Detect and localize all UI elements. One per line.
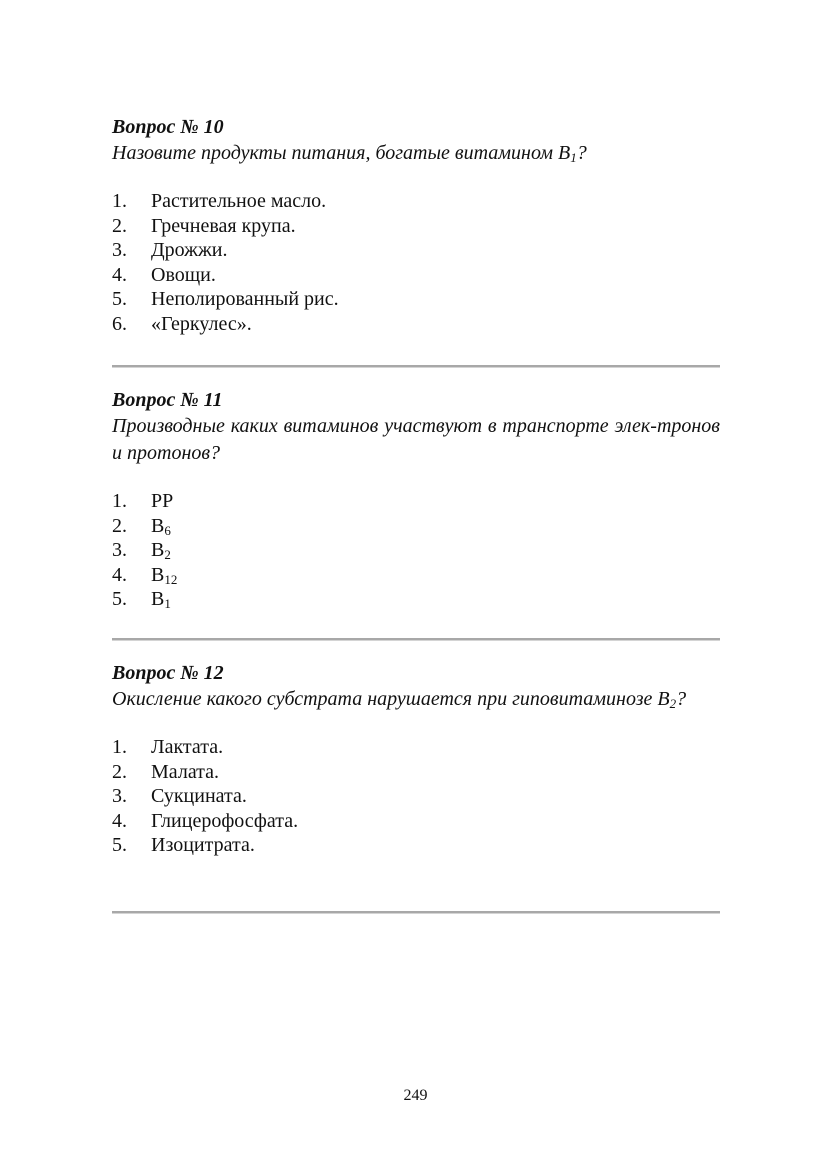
answer-number: 5. [112, 834, 127, 857]
answer-label: Гречневая крупа. [151, 214, 296, 237]
answer-label: Овощи. [151, 263, 216, 286]
answer-label: Растительное масло. [151, 190, 327, 212]
vitamin-subscript: 12 [164, 571, 178, 587]
answer-number: 1. [112, 736, 127, 758]
question-text [112, 686, 720, 713]
question-text-subscript: 2 [669, 696, 677, 711]
vitamin-subscript: 6 [164, 522, 171, 538]
answer-item [112, 833, 720, 858]
vitamin-name: PP [151, 490, 174, 512]
question-text-main: Окисление какого субстрата нарушается при гиповитаминозе B [112, 688, 670, 710]
answer-number: 1. [112, 190, 127, 212]
vitamin-name: B [151, 588, 165, 611]
answer-number: 4. [112, 809, 127, 832]
answer-label: «Геркулес». [151, 312, 252, 335]
answer-label [151, 587, 171, 612]
answer-item [112, 563, 720, 588]
answer-label [151, 538, 171, 563]
answer-item [112, 489, 720, 514]
answer-label [151, 514, 171, 539]
question-title: Вопрос № 11 [112, 389, 223, 411]
question-text-suffix: ? [676, 688, 687, 710]
answer-label: Лактата. [151, 736, 224, 758]
answer-item [112, 538, 720, 563]
page-number: 249 [403, 1087, 428, 1104]
answer-item [112, 263, 720, 288]
question-text [112, 140, 720, 167]
answer-list [112, 489, 720, 612]
answer-number: 5. [112, 288, 127, 311]
answer-number: 1. [112, 490, 127, 512]
question-11 [112, 387, 720, 612]
answer-item [112, 809, 720, 834]
answer-item [112, 214, 720, 239]
answer-item [112, 238, 720, 263]
section-divider [112, 911, 720, 914]
answer-number: 3. [112, 539, 127, 562]
answer-item [112, 587, 720, 612]
answer-number: 2. [112, 760, 127, 783]
answer-item [112, 514, 720, 539]
answer-label [151, 489, 173, 514]
question-12 [112, 660, 720, 858]
answer-item [112, 760, 720, 785]
answer-number: 4. [112, 563, 127, 586]
section-divider [112, 365, 720, 368]
answer-label: Неполированный рис. [151, 288, 339, 311]
vitamin-name: B [151, 539, 165, 562]
answer-label: Глицерофосфата. [151, 809, 299, 832]
answer-number: 4. [112, 263, 127, 286]
question-text: Производные каких витаминов участвуют в транспорте элек-тронов и протонов? [112, 415, 720, 464]
question-text-subscript: 1 [570, 150, 577, 165]
answer-label: Сукцината. [151, 785, 247, 808]
answer-list [112, 735, 720, 858]
question-text-main: Назовите продукты питания, богатые витамином B [112, 142, 571, 164]
question-text-suffix: ? [576, 142, 587, 164]
answer-label: Дрожжи. [151, 239, 228, 262]
answer-number: 2. [112, 214, 127, 237]
vitamin-name: B [151, 563, 165, 586]
answer-label: Изоцитрата. [151, 834, 255, 857]
question-10 [112, 114, 720, 337]
answer-item [112, 287, 720, 312]
answer-item [112, 312, 720, 337]
answer-item [112, 784, 720, 809]
answer-label [151, 563, 177, 588]
vitamin-subscript: 1 [164, 596, 171, 612]
answer-list [112, 189, 720, 337]
section-divider [112, 638, 720, 641]
answer-item [112, 735, 720, 760]
vitamin-name: B [151, 514, 165, 537]
answer-number: 5. [112, 588, 127, 611]
vitamin-subscript: 2 [164, 547, 171, 563]
answer-number: 2. [112, 514, 127, 537]
answer-item [112, 189, 720, 214]
question-title: Вопрос № 12 [112, 662, 224, 684]
answer-label: Малата. [151, 760, 220, 783]
answer-number: 6. [112, 312, 127, 335]
question-title: Вопрос № 10 [112, 116, 224, 138]
answer-number: 3. [112, 239, 127, 262]
answer-number: 3. [112, 785, 127, 808]
